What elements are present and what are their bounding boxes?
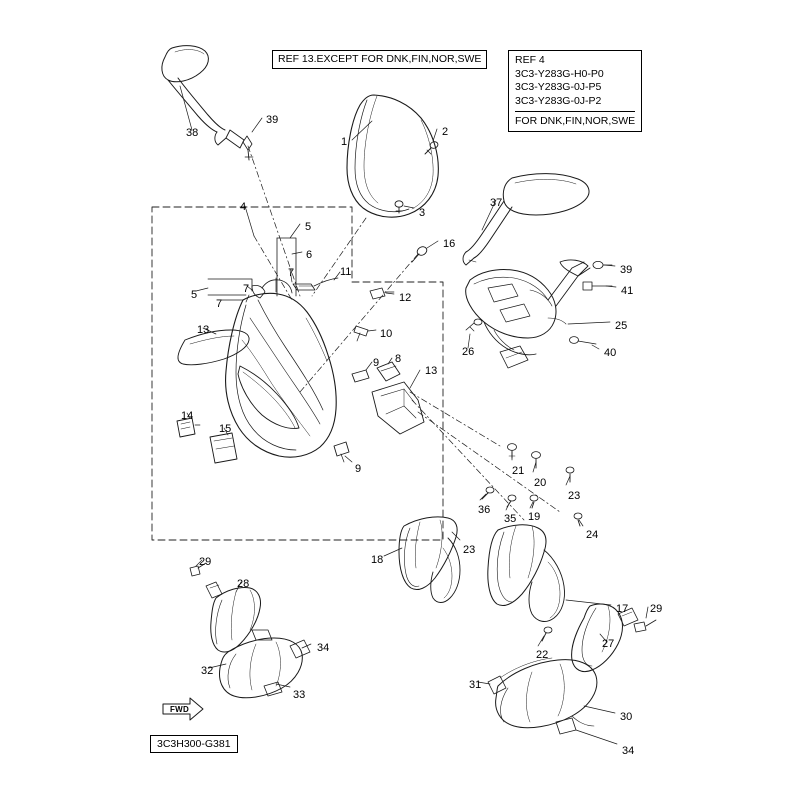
callout-35: 35 [504, 513, 517, 525]
mirror-38-head [162, 46, 209, 82]
callout-40: 40 [604, 347, 617, 359]
mirror-38-stem [168, 80, 217, 132]
callout-1: 1 [341, 136, 348, 148]
cowling-inner-contour [236, 305, 296, 450]
callout-29: 29 [650, 603, 663, 615]
callout-23: 23 [568, 490, 581, 502]
callout-28: 28 [237, 578, 250, 590]
bracket-upper-arm [548, 262, 584, 300]
bracket-30 [496, 660, 597, 728]
panel-17 [488, 525, 546, 606]
panel-17-lower [529, 550, 565, 621]
ref-4-line-1: 3C3-Y283G-H0-P0 [515, 67, 604, 80]
callout-7: 7 [216, 298, 223, 310]
callout-23: 23 [463, 544, 476, 556]
callout-30: 30 [620, 711, 633, 723]
part-16 [412, 245, 428, 262]
leader-lines [180, 86, 648, 744]
callout-25: 25 [615, 320, 628, 332]
callout-9: 9 [355, 463, 362, 475]
part-13-left-panel [178, 330, 249, 365]
callout-12: 12 [399, 292, 412, 304]
cowling-crease-2 [250, 318, 320, 424]
screw-36 [482, 487, 494, 499]
screw-20 [532, 452, 541, 468]
callout-41: 41 [621, 285, 634, 297]
headlight-bracket-main [466, 269, 556, 338]
callout-9: 9 [373, 357, 380, 369]
callout-34: 34 [317, 642, 330, 654]
mirror-38-base [215, 132, 226, 145]
screw-3 [395, 201, 403, 213]
drawing-number-box [150, 735, 238, 753]
bracket-34-tab-right [556, 718, 576, 734]
windscreen-inner-line-2 [364, 96, 378, 203]
drawing-number: 3C3H300-G381 [157, 738, 231, 750]
callout-5: 5 [305, 221, 312, 233]
callout-8: 8 [395, 353, 402, 365]
ref-13-box [272, 50, 487, 69]
callout-37: 37 [490, 197, 503, 209]
callout-2: 2 [442, 126, 449, 138]
callout-13: 13 [197, 324, 210, 336]
callout-4: 4 [240, 201, 247, 213]
callout-11: 11 [340, 266, 352, 278]
callout-15: 15 [219, 423, 232, 435]
callout-33: 33 [293, 689, 306, 701]
callout-36: 36 [478, 504, 491, 516]
fwd-label: FWD [170, 705, 190, 714]
callout-3: 3 [419, 207, 426, 219]
ref-13-text: REF 13.EXCEPT FOR DNK,FIN,NOR,SWE [278, 53, 482, 65]
screw-23-upper [566, 467, 574, 482]
screw-29-right [634, 620, 656, 632]
ref-4-box [508, 50, 642, 132]
screw-22 [542, 627, 552, 641]
callout-26: 26 [462, 346, 475, 358]
part-10 [354, 326, 368, 341]
callout-16: 16 [443, 238, 456, 250]
bracket-9-lower [334, 442, 349, 462]
cowling-crease-3 [242, 340, 310, 436]
callout-19: 19 [528, 511, 541, 523]
screw-40 [570, 337, 597, 344]
bracket-9-upper [352, 370, 369, 382]
mirror-38-mount-plate [226, 130, 244, 148]
bracket-32-33 [220, 638, 303, 698]
callout-14: 14 [181, 410, 194, 422]
callout-7: 7 [243, 283, 250, 295]
callout-13: 13 [425, 365, 438, 377]
windscreen-inner-line [355, 100, 409, 212]
headlight-lens-line [243, 372, 295, 428]
ref-4-title: REF 4 [515, 54, 545, 66]
callout-31: 31 [469, 679, 482, 691]
callout-22: 22 [536, 649, 549, 661]
bracket-lower-plate [500, 346, 528, 368]
callout-39: 39 [620, 264, 633, 276]
panel-18-lower [431, 538, 460, 603]
ref-4-line-2: 3C3-Y283G-0J-P5 [515, 81, 602, 93]
cowling-crease-1 [258, 300, 323, 410]
bracket-window-2 [500, 304, 530, 322]
callout-20: 20 [534, 477, 547, 489]
ref-4-footer: FOR DNK,FIN,NOR,SWE [515, 111, 635, 129]
mirror-37-head [503, 174, 589, 215]
callout-32: 32 [201, 665, 214, 677]
part-15 [210, 433, 237, 463]
centerline-leaders [248, 146, 560, 520]
ref-4-line-3: 3C3-Y283G-0J-P2 [515, 94, 602, 107]
callout-6: 6 [306, 249, 313, 261]
callout-21: 21 [512, 465, 525, 477]
screw-26 [466, 319, 482, 331]
callout-17: 17 [616, 603, 629, 615]
callout-27: 27 [602, 638, 615, 650]
callout-18: 18 [371, 554, 384, 566]
mirror-37-base [463, 252, 474, 265]
callout-38: 38 [186, 127, 199, 139]
cowling-side-line [306, 318, 327, 361]
screw-24 [574, 513, 582, 526]
bracket-window-1 [488, 284, 518, 302]
callout-29: 29 [199, 556, 212, 568]
screw-39-left [243, 136, 253, 160]
bracket-13-right [372, 382, 424, 434]
callout-10: 10 [380, 328, 393, 340]
callout-39: 39 [266, 114, 279, 126]
callout-24: 24 [586, 529, 599, 541]
callout-7: 7 [288, 267, 295, 279]
screw-39-right [593, 261, 612, 268]
callout-5: 5 [191, 289, 198, 301]
bracket-25-line [548, 318, 566, 324]
callout-34: 34 [622, 745, 635, 757]
